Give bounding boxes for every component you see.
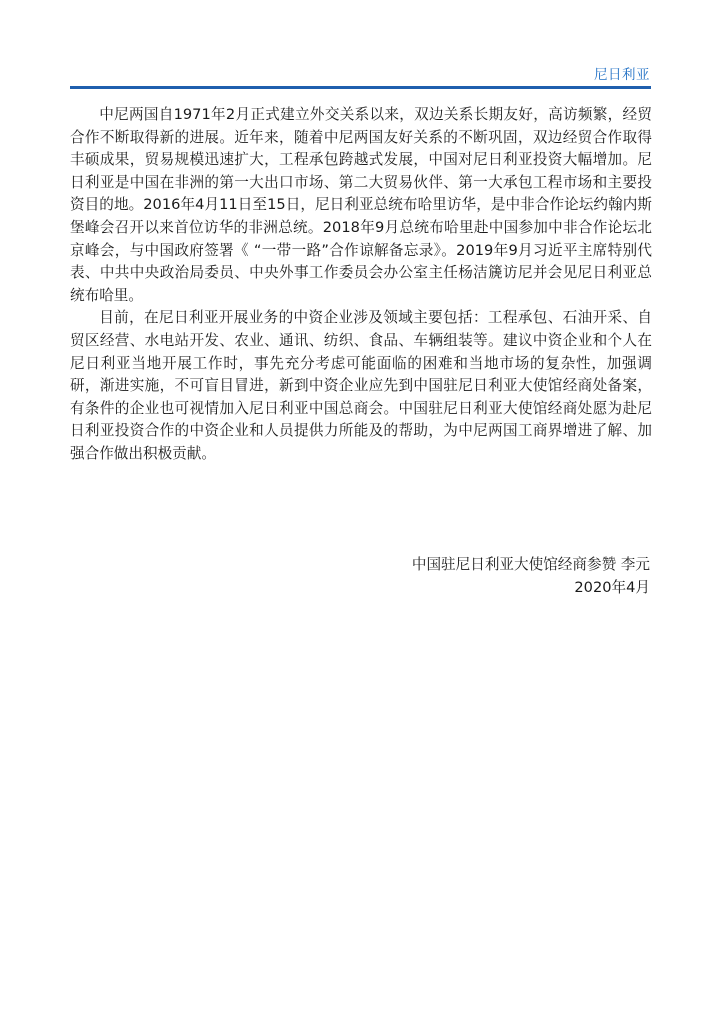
signature-block (412, 554, 650, 599)
paragraph-1: 中尼两国自1971年2月正式建立外交关系以来，双边关系长期友好，高访频繁，经贸合作不断取得新的进展。近年来，随着中尼两国友好关系的不断巩固，双边经贸合作取得丰硕成果，贸易规模迅速扩大，工程承包跨越式发展，中国对尼日利亚投资大幅增加。尼日利亚是中国在非洲的第一大出口市场、第二大贸易伙伴、第一大承包工程市场和主要投资目的地。2016年4月11日至15日，尼日利亚总统布哈里访华，是中非合作论坛约翰内斯堡峰会召开以来首位访华的非洲总统。2018年9月总统布哈里赴中国参加中非合作论坛北京峰会，与中国政府签署《 “一带一路”合作谅解备忘录》。2019年9月习近平主席特别代表、中共中央政治局委员、中央外事工作委员会办公室主任杨洁篪访尼并会见尼日利亚总统布哈里。 (70, 106, 652, 304)
page-header-title: 尼日利亚 (594, 67, 650, 83)
header-divider (70, 86, 651, 89)
paragraph-2: 目前，在尼日利亚开展业务的中资企业涉及领域主要包括：工程承包、石油开采、自贸区经营、水电站开发、农业、通讯、纺织、食品、车辆组装等。建议中资企业和个人在尼日利亚当地开展工作时，事先充分考虑可能面临的困难和当地市场的复杂性，加强调研，渐进实施，不可盲目冒进，新到中资企业应先到中国驻尼日利亚大使馆经商处备案，有条件的企业也可视情加入尼日利亚中国总商会。中国驻尼日利亚大使馆经商处愿为赴尼日利亚投资合作的中资企业和人员提供力所能及的帮助，为中尼两国工商界增进了解、加强合作做出积极贡献。 (70, 309, 652, 462)
body-text (70, 104, 652, 466)
signature-author: 中国驻尼日利亚大使馆经商参赞 李元 (411, 556, 650, 573)
signature-date: 2020年4月 (574, 578, 650, 596)
